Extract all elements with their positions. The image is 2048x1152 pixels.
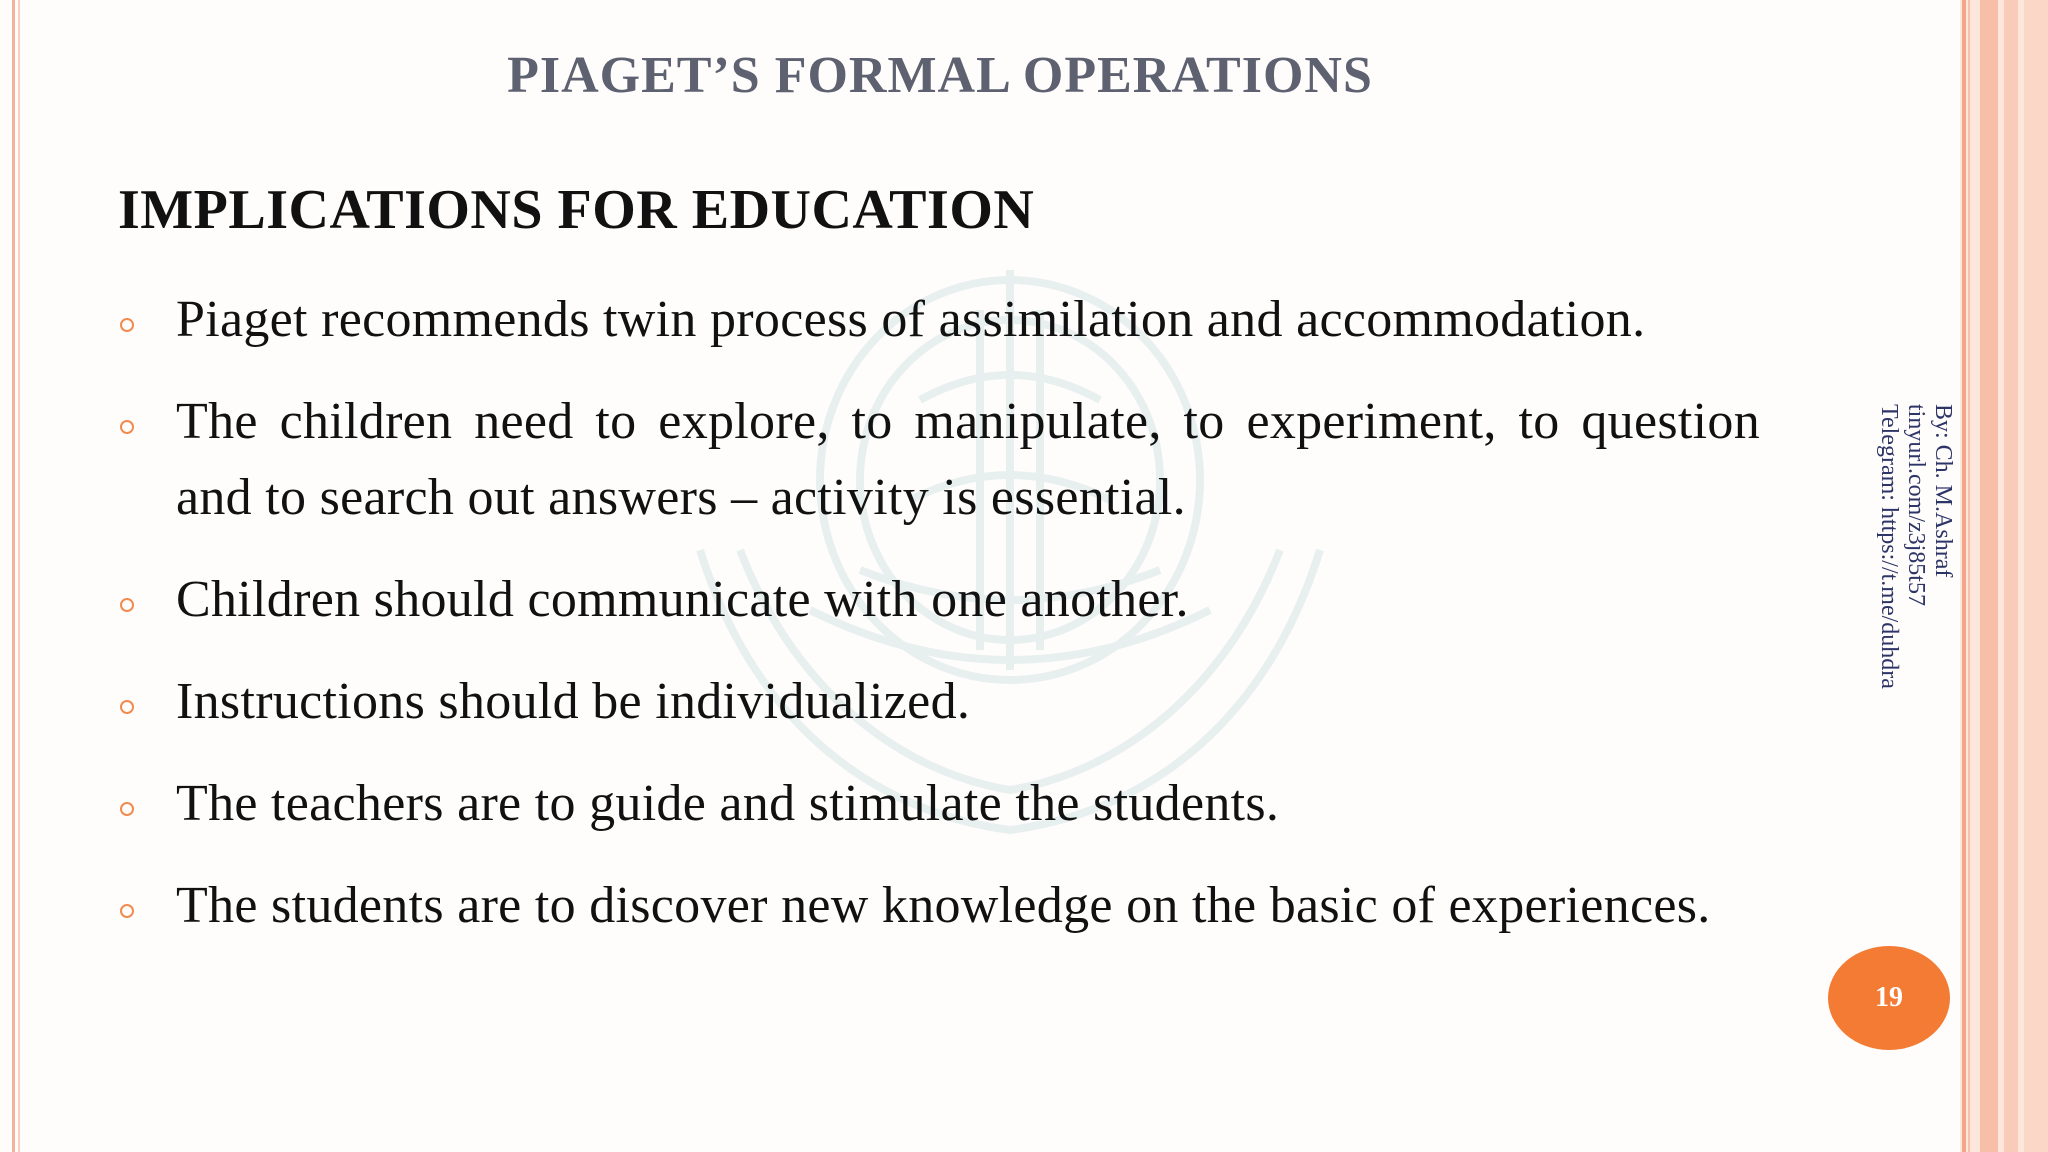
bullet-circle-icon [120,318,134,332]
bullet-text: Children should communicate with one another. [176,571,1189,628]
bullet-item [110,282,1760,358]
right-stripe [2004,0,2018,1152]
credit-link: tinyurl.com/z3j85t57 [1903,404,1929,606]
bullet-text: Instructions should be individualized. [176,673,971,730]
right-stripe [2024,0,2048,1152]
side-credit-text [1875,404,1956,689]
right-stripe [1980,0,1998,1152]
right-stripe [1968,0,1970,1152]
page-number-badge: 19 [1828,946,1950,1050]
bullet-item [110,868,1760,944]
bullet-circle-icon [120,700,134,714]
bullet-text: The students are to discover new knowledge on the basic of experiences. [176,877,1711,934]
credit-telegram: Telegram: https://t.me/duhdra [1876,404,1902,689]
bullet-text: Piaget recommends twin process of assimilation and accommodation. [176,291,1646,348]
bullet-item [110,562,1760,638]
left-border-line-inner [18,0,20,1152]
credit-author: By: Ch. M.Ashraf [1930,404,1956,578]
left-border-line [12,0,15,1152]
bullet-list [110,282,1760,970]
bullet-item [110,664,1760,740]
bullet-item [110,384,1760,536]
bullet-text: The children need to explore, to manipulate, to experiment, to question and to search out answers – activity is essential. [176,393,1760,526]
section-heading: IMPLICATIONS FOR EDUCATION [118,179,1035,241]
bullet-item [110,766,1760,842]
bullet-circle-icon [120,802,134,816]
right-stripe [1962,0,1966,1152]
bullet-text: The teachers are to guide and stimulate the students. [176,775,1280,832]
side-credit [1876,404,1956,764]
bullet-circle-icon [120,904,134,918]
slide-title: PIAGET’S FORMAL OPERATIONS [507,47,1373,104]
bullet-circle-icon [120,420,134,434]
bullet-circle-icon [120,598,134,612]
